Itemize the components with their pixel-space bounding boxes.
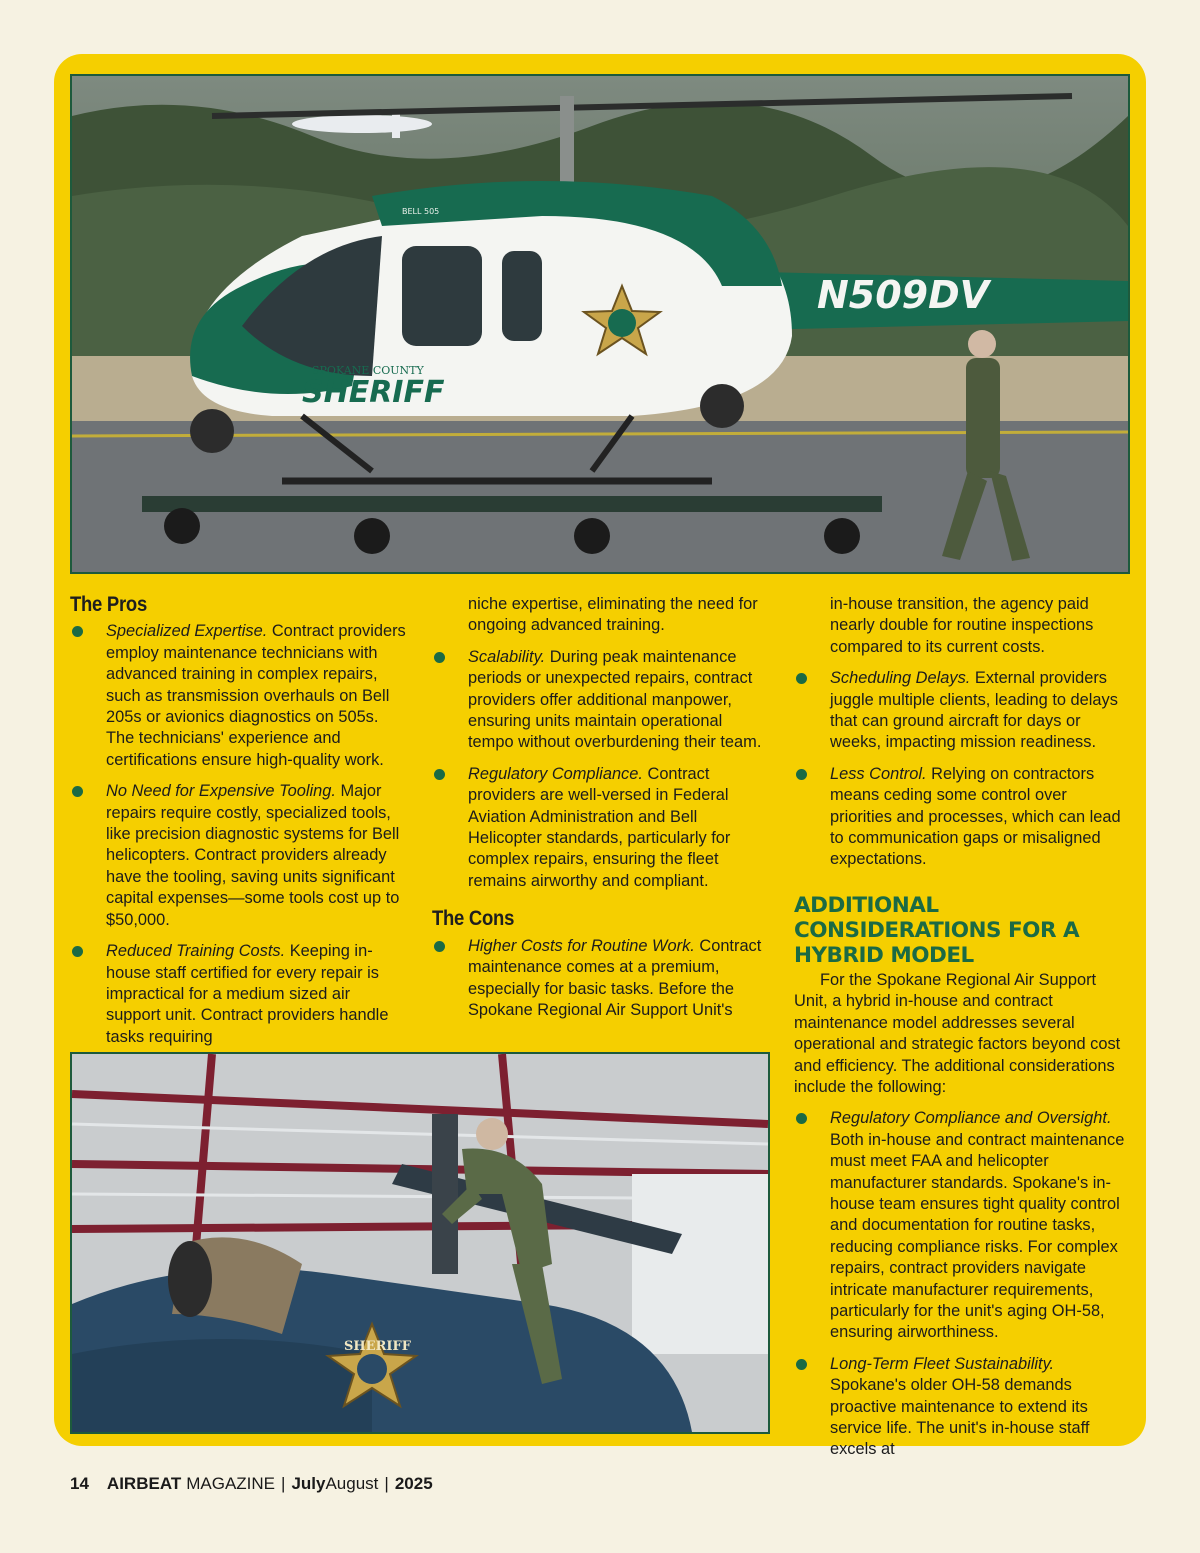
pros-heading: The Pros [70, 593, 147, 616]
intro-paragraph: For the Spokane Regional Air Support Unit, a hybrid in-house and contract maintenance model addresses several operational and strategic factors beyond cost and efficiency. The additional considerations include the following: [794, 970, 1121, 1096]
bullet-icon [434, 941, 445, 952]
list-item: No Need for Expensive Tooling. Major repairs require costly, specialized tools, like precision diagnostic systems for Bell helicopters. Contract providers already have the tooling, saving units significant capital expenses—some tools cost up to $50,000. [70, 781, 406, 931]
bullet-icon [796, 1359, 807, 1370]
cons-list-1 [432, 936, 770, 1022]
continued-text: niche expertise, eliminating the need for ongoing advanced training. [468, 595, 758, 635]
list-item: Less Control. Relying on contractors means ceding some control over priorities and processes, which can lead to communication gaps or misaligned expectations. [794, 764, 1128, 871]
badge-text: SHERIFF [344, 1339, 411, 1354]
list-item: Scalability. During peak maintenance periods or unexpected repairs, contract providers offer additional manpower, ensuring units maintain operational tempo without overburdening their team. [432, 647, 770, 754]
list-item: Higher Costs for Routine Work. Contract maintenance comes at a premium, especially for basic tasks. Before the Spokane Regional Air Support Unit's [432, 936, 770, 1022]
page-footer [70, 1474, 433, 1494]
county-text: SPOKANE COUNTY [312, 364, 424, 377]
list-item: Reduced Training Costs. Keeping in-house staff certified for every repair is impractical for a medium sized air support unit. Contract providers handle tasks requiring [70, 941, 406, 1048]
pros-list-1 [70, 621, 406, 1048]
bullet-icon [72, 946, 83, 957]
sheriff-text: SHERIFF [302, 375, 445, 410]
content-panel [54, 54, 1146, 1459]
issue-month: July [291, 1474, 326, 1493]
bullet-icon [796, 769, 807, 780]
magazine-name: AIRBEAT [106, 1474, 182, 1493]
maintenance-photo [70, 1052, 770, 1434]
section-heading: ADDITIONAL CONSIDERATIONS FOR A HYBRID MODEL [794, 892, 1080, 968]
separator: | [384, 1474, 389, 1493]
page-number: 14 [70, 1474, 89, 1493]
maintenance-illustration [72, 1054, 768, 1432]
separator: | [281, 1474, 286, 1493]
bullet-icon [72, 786, 83, 797]
helicopter-illustration [72, 76, 1128, 572]
model-text: BELL 505 [402, 207, 440, 216]
continued-text: in-house transition, the agency paid nearly double for routine inspections compared to its current costs. [830, 595, 1094, 656]
column-3 [794, 594, 1128, 1471]
list-item: Regulatory Compliance. Contract providers are well-versed in Federal Aviation Administration and Bell Helicopter standards, particularly for complex repairs, ensuring the fleet remains airworthy and compliant. [432, 764, 770, 892]
column-2 [432, 594, 770, 1031]
issue-year: 2025 [394, 1474, 433, 1493]
issue-month-2: August [325, 1474, 379, 1493]
tail-number: N509DV [817, 273, 990, 317]
pros-list-2 [432, 647, 770, 892]
considerations-list [794, 1108, 1128, 1461]
list-item: Long-Term Fleet Sustainability. Spokane's older OH-58 demands proactive maintenance to extend its service life. The unit's in-house staff excels at [794, 1354, 1128, 1461]
bullet-icon [72, 626, 83, 637]
bullet-icon [796, 673, 807, 684]
magazine-suffix: MAGAZINE [186, 1474, 276, 1493]
list-item: Regulatory Compliance and Oversight. Both in-house and contract maintenance must meet FAA and helicopter manufacturer standards. Spokane's in-house team ensures tight quality control and documentation for routine tasks, reducing compliance risks. For complex repairs, contract providers navigate intricate manufacturer requirements, particularly for the unit's aging OH-58, ensuring airworthiness. [794, 1108, 1128, 1343]
bullet-icon [434, 769, 445, 780]
cons-heading: The Cons [432, 907, 515, 931]
list-item: Scheduling Delays. External providers juggle multiple clients, leading to delays that can ground aircraft for days or weeks, impacting mission readiness. [794, 668, 1128, 754]
helicopter-photo [70, 74, 1130, 574]
cons-list-2 [794, 668, 1128, 871]
list-item: Specialized Expertise. Contract providers employ maintenance technicians with advanced training in complex repairs, such as transmission overhauls on Bell 205s or avionics diagnostics on 505s. The technicians' experience and certifications ensure high-quality work. [70, 621, 406, 771]
bullet-icon [434, 652, 445, 663]
bullet-icon [796, 1113, 807, 1124]
column-1 [70, 594, 406, 1058]
